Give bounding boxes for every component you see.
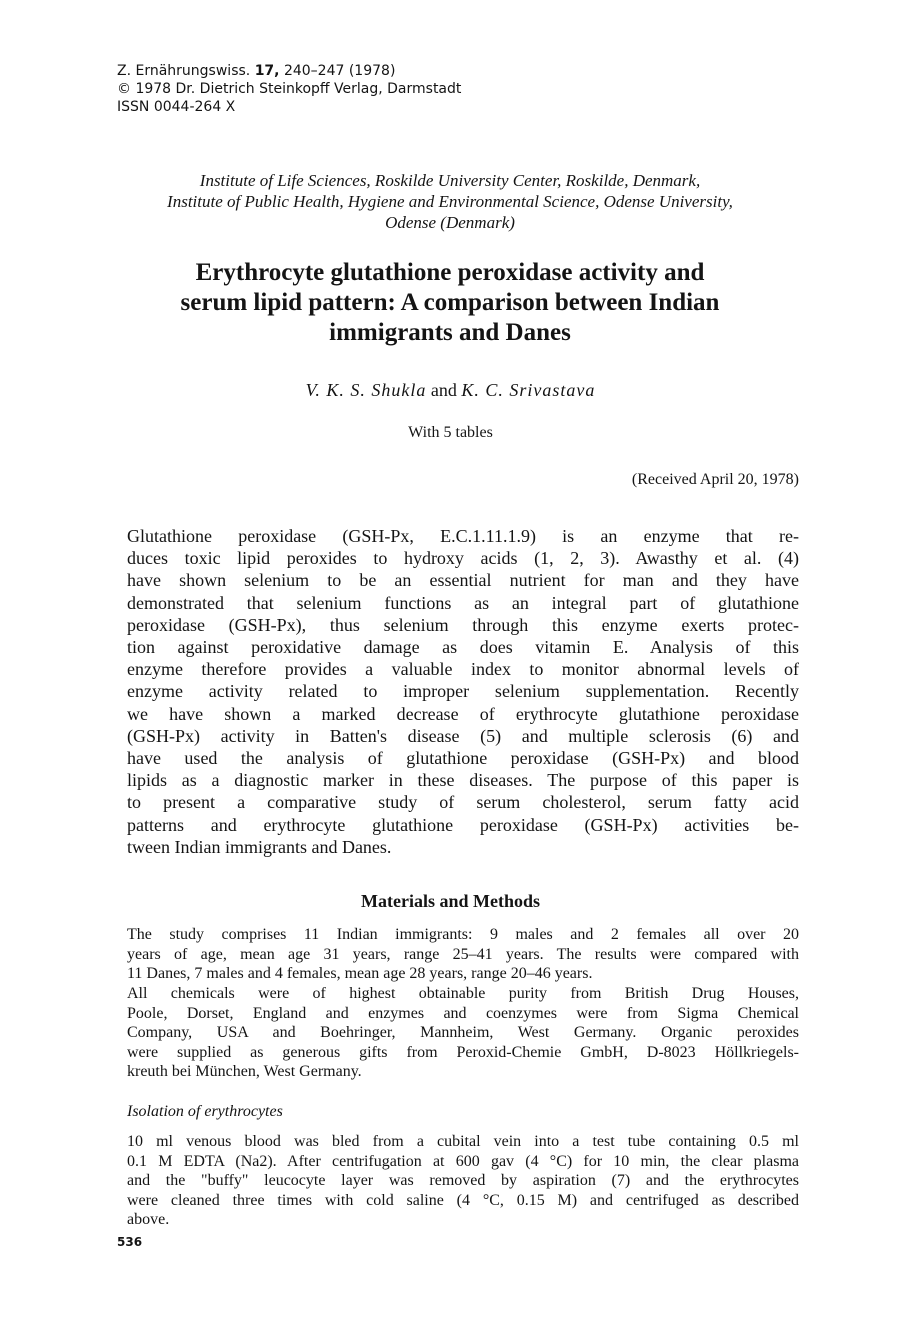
affiliation-line: Odense (Denmark)	[385, 213, 515, 232]
journal-header	[117, 62, 461, 116]
intro-line: have shown selenium to be an essential nutrient for man and they have	[127, 570, 799, 591]
methods-line: were supplied as generous gifts from Peroxid-Chemie GmbH, D-8023 Höllkriegels-	[127, 1043, 799, 1061]
journal-volume: 17,	[254, 63, 280, 79]
intro-line: have used the analysis of glutathione peroxidase (GSH-Px) and blood	[127, 748, 799, 769]
isolation-line: and the "buffy" leucocyte layer was removed by aspiration (7) and the erythrocytes	[127, 1172, 799, 1189]
intro-line: to present a comparative study of serum cholesterol, serum fatty acid	[127, 792, 799, 813]
journal-pages: 240–247 (1978)	[283, 63, 396, 79]
intro-line: enzyme therefore provides a valuable index to monitor abnormal levels of	[127, 659, 799, 680]
methods-line: kreuth bei München, West Germany.	[127, 1063, 362, 1080]
title-line: immigrants and Danes	[329, 319, 571, 346]
intro-line: enzyme activity related to improper selenium supplementation. Recently	[127, 681, 799, 702]
section-heading: Materials and Methods	[361, 891, 540, 911]
page-number: 536	[117, 1235, 143, 1249]
intro-line: we have shown a marked decrease of erythrocyte glutathione peroxidase	[127, 703, 799, 724]
methods-paragraph-2	[127, 984, 799, 1082]
intro-paragraph	[127, 525, 799, 858]
journal-citation	[117, 62, 461, 80]
intro-line: patterns and erythrocyte glutathione peroxidase (GSH-Px) activities be-	[127, 814, 799, 835]
intro-line: demonstrated that selenium functions as an integral part of glutathione	[127, 592, 799, 613]
affiliation-line: Institute of Life Sciences, Roskilde University Center, Roskilde, Denmark,	[199, 171, 701, 190]
intro-line: peroxidase (GSH-Px), thus selenium through this enzyme exerts protec-	[127, 614, 799, 635]
copyright-line: © 1978 Dr. Dietrich Steinkopff Verlag, Darmstadt	[117, 81, 462, 97]
isolation-line: 10 ml venous blood was bled from a cubital vein into a test tube containing 0.5 ml	[127, 1133, 799, 1150]
subheading: Isolation of erythrocytes	[127, 1103, 283, 1120]
isolation-line: were cleaned three times with cold saline (4 °C, 0.15 M) and centrifuged as described	[127, 1191, 799, 1209]
authors	[0, 380, 901, 401]
title-line: serum lipid pattern: A comparison between Indian	[180, 289, 720, 316]
intro-line: duces toxic lipid peroxides to hydroxy acids (1, 2, 3). Awasthy et al. (4)	[127, 548, 799, 569]
with-tables-note: With 5 tables	[408, 424, 493, 441]
author-first: V. K. S. Shukla	[305, 380, 427, 400]
intro-line: Glutathione peroxidase (GSH-Px, E.C.1.11.1.9) is an enzyme that re-	[127, 526, 799, 546]
methods-line: The study comprises 11 Indian immigrants: 9 males and 2 females all over 20	[127, 926, 799, 943]
affiliations	[95, 170, 805, 233]
intro-line: lipids as a diagnostic marker in these diseases. The purpose of this paper is	[127, 770, 799, 791]
intro-line: (GSH-Px) activity in Batten's disease (5) and multiple sclerosis (6) and	[127, 725, 799, 746]
author-joiner: and	[430, 380, 457, 400]
paper-title	[90, 258, 810, 348]
author-second: K. C. Srivastava	[461, 380, 596, 400]
methods-paragraph-1	[127, 925, 799, 984]
affiliation-line: Institute of Public Health, Hygiene and Environmental Science, Odense University,	[167, 192, 733, 211]
isolation-line: above.	[127, 1211, 170, 1228]
methods-line: 11 Danes, 7 males and 4 females, mean age 28 years, range 20–46 years.	[127, 965, 593, 982]
issn-line: ISSN 0044-264 X	[117, 99, 236, 115]
title-line: Erythrocyte glutathione peroxidase activity and	[195, 259, 705, 286]
isolation-paragraph	[127, 1132, 799, 1230]
intro-line: tion against peroxidative damage as does vitamin E. Analysis of this	[127, 637, 799, 658]
methods-line: Poole, Dorset, England and enzymes and coenzymes were from Sigma Chemical	[127, 1004, 799, 1022]
methods-line: Company, USA and Boehringer, Mannheim, West Germany. Organic peroxides	[127, 1024, 799, 1041]
journal-name: Z. Ernährungswiss.	[117, 63, 251, 79]
methods-line: years of age, mean age 31 years, range 25–41 years. The results were compared with	[127, 945, 799, 963]
methods-line: All chemicals were of highest obtainable purity from British Drug Houses,	[127, 985, 799, 1002]
received-date: (Received April 20, 1978)	[631, 471, 799, 488]
intro-line: tween Indian immigrants and Danes.	[127, 836, 392, 857]
isolation-line: 0.1 M EDTA (Na2). After centrifugation at 600 gav (4 °C) for 10 min, the clear plasma	[127, 1152, 799, 1170]
